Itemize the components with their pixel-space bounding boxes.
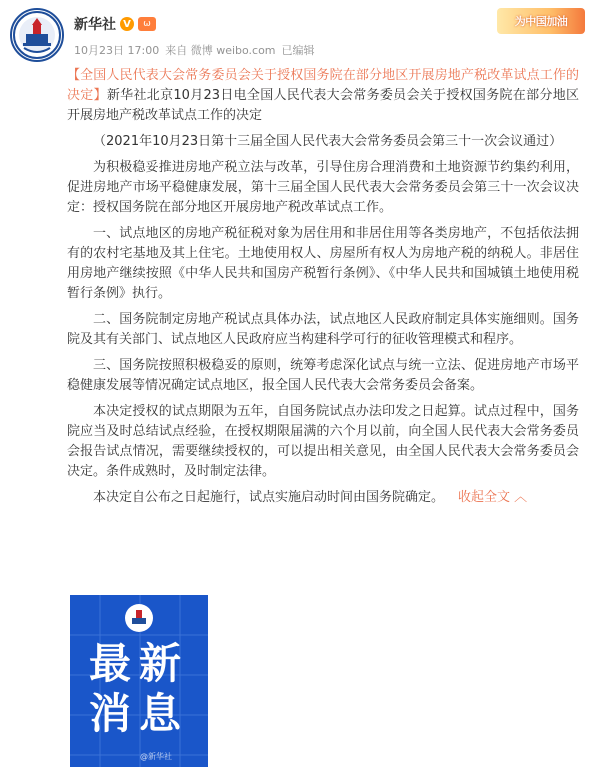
collapse-button[interactable]: 收起全文 ︿: [458, 490, 528, 505]
banner-text: 为中国加油: [514, 15, 568, 28]
paragraph-1: 为积极稳妥推进房地产税立法与改革，引导住房合理消费和土地资源节约集约利用，促进房地产市场平稳健康发展，第十三届全国人民代表大会常务委员会第三十一次会议决定：授权国务院在部分地区开展房地产税改革试点工作。: [67, 160, 579, 215]
edited-label[interactable]: 已编辑: [281, 44, 315, 57]
image-watermark: @新华社: [140, 752, 172, 761]
paragraph-6-text: 本决定自公布之日起施行，试点实施启动时间由国务院确定。: [93, 490, 445, 505]
verified-badge-icon: V: [120, 17, 134, 31]
session-note: （2021年10月23日第十三届全国人民代表大会常务委员会第三十一次会议通过）: [93, 134, 563, 149]
intro-text: 新华社北京10月23日电全国人民代表大会常务委员会关于授权国务院在部分地区开展房地产税改革试点工作的决定: [67, 88, 579, 123]
super-fan-badge-icon: ω: [138, 17, 156, 31]
paragraph-6: [67, 488, 579, 508]
post-source: 来自 微博 weibo.com: [165, 44, 276, 57]
post-date[interactable]: 10月23日 17:00: [74, 44, 160, 57]
paragraph-5: 本决定授权的试点期限为五年，自国务院试点办法印发之日起算。试点过程中，国务院应当及时总结试点经验，在授权期限届满的六个月以前，向全国人民代表大会常务委员会报告试点情况，需要继续授权的，可以提出相关意见，由全国人民代表大会常务委员会决定。条件成熟时，及时制定法律。: [67, 404, 579, 479]
post-intro: [67, 66, 579, 126]
author-name[interactable]: 新华社: [74, 17, 116, 33]
post-meta: [74, 42, 315, 58]
paragraph-3: 二、国务院制定房地产税试点具体办法，试点地区人民政府制定具体实施细则。国务院及其有关部门、试点地区人民政府应当构建科学可行的征收管理模式和程序。: [67, 312, 579, 347]
author-row: [74, 14, 156, 34]
paragraph-2: 一、试点地区的房地产税征税对象为居住用和非居住用等各类房地产，不包括依法拥有的农村宅基地及其上住宅。土地使用权人、房屋所有权人为房地产税的纳税人。非居住用房地产继续按照《中华人民共和国房产税暂行条例》、《中华人民共和国城镇土地使用税暂行条例》执行。: [67, 226, 579, 301]
campaign-banner[interactable]: [497, 8, 585, 34]
xinhua-emblem-icon: [124, 603, 154, 633]
image-headline-2: 消息: [88, 689, 189, 738]
post-body: [67, 66, 579, 514]
post-header: [10, 8, 585, 68]
paragraph-4: 三、国务院按照积极稳妥的原则，统筹考虑深化试点与统一立法、促进房地产市场平稳健康发展等情况确定试点地区，报全国人民代表大会常务委员会备案。: [67, 358, 579, 393]
post-image[interactable]: [70, 595, 208, 767]
image-headline-1: 最新: [88, 639, 189, 688]
avatar[interactable]: [10, 8, 64, 62]
title-link[interactable]: 【全国人民代表大会常务委员会关于授权国务院在部分地区开展房地产税改革试点工作的决定】: [67, 68, 579, 103]
xinhua-logo-icon: [12, 10, 62, 60]
